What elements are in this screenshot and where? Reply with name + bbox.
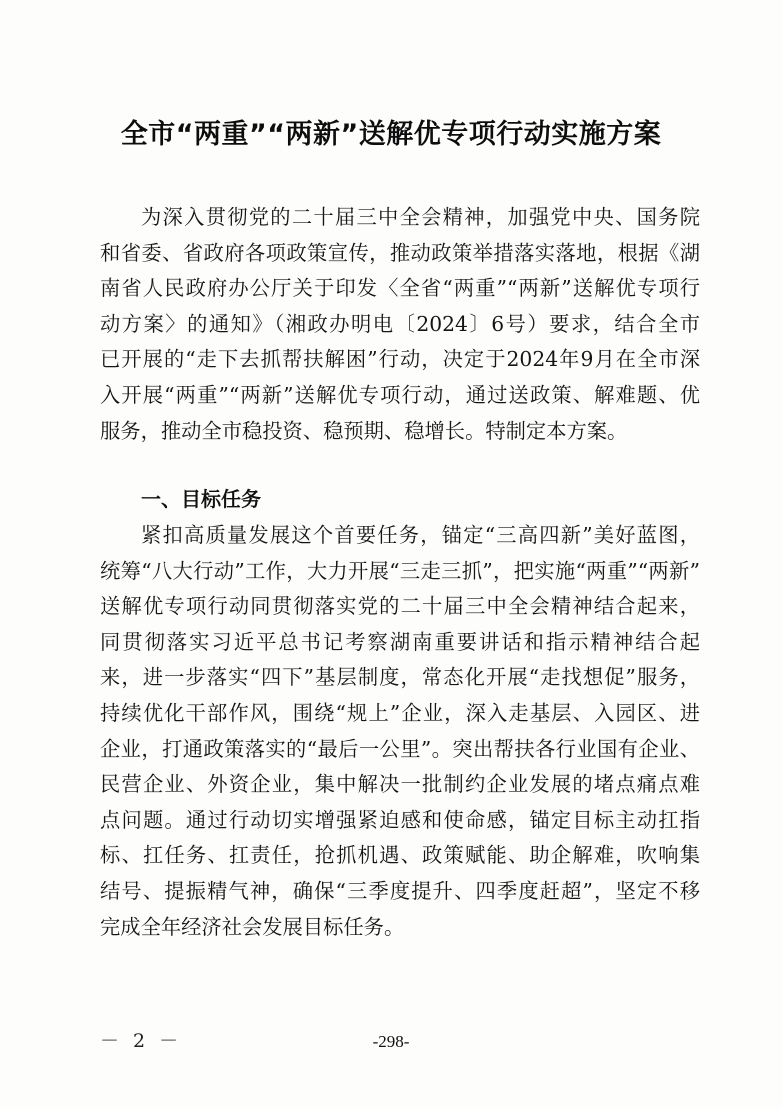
paragraph-line: 来，进一步落实“四下”基层制度，常态化开展“走找想促”服务， xyxy=(100,665,700,690)
page-number-left: － 2 － xyxy=(100,1030,183,1052)
paragraph-line: 为深入贯彻党的二十届三中全会精神，加强党中央、国务院 xyxy=(141,205,700,229)
paragraph-line: 结号、提振精气神，确保“三季度提升、四季度赶超”，坚定不移 xyxy=(100,878,700,903)
section-heading-goals: 一、目标任务 xyxy=(141,487,261,511)
paragraph-line: 统筹“八大行动”工作，大力开展“三走三抓”，把实施“两重”“两新” xyxy=(100,558,700,583)
paragraph-line: 动方案〉的通知》（湘政办明电〔2024〕6号）要求，结合全市 xyxy=(100,311,700,336)
paragraph-line: 同贯彻落实习近平总书记考察湖南重要讲话和指示精神结合起 xyxy=(100,629,700,654)
paragraph-line: 入开展“两重”“两新”送解优专项行动，通过送政策、解难题、优 xyxy=(100,382,700,407)
paragraph-line: 持续优化干部作风，围绕“规上”企业，深入走基层、入园区、进 xyxy=(100,700,700,725)
paragraph-line: 完成全年经济社会发展目标任务。 xyxy=(100,914,405,939)
paragraph-line: 已开展的“走下去抓帮扶解困”行动，决定于2024年9月在全市深 xyxy=(100,347,700,372)
paragraph-intro xyxy=(100,200,700,449)
paragraph-line: 企业，打通政策落实的“最后一公里”。突出帮扶各行业国有企业、 xyxy=(100,736,700,761)
paragraph-line: 标、扛任务、扛责任，抢抓机遇、政策赋能、助企解难，吹响集 xyxy=(100,843,700,868)
paragraph-goals xyxy=(100,518,700,945)
document-title: 全市“两重”“两新”送解优专项行动实施方案 xyxy=(120,119,662,150)
paragraph-line: 民营企业、外资企业，集中解决一批制约企业发展的堵点痛点难 xyxy=(100,772,700,797)
paragraph-line: 紧扣高质量发展这个首要任务，锚定“三高四新”美好蓝图， xyxy=(141,523,700,547)
paragraph-line: 送解优专项行动同贯彻落实党的二十届三中全会精神结合起来， xyxy=(100,594,700,619)
paragraph-line: 和省委、省政府各项政策宣传，推动政策举措落实落地，根据《湖 xyxy=(100,240,700,265)
paragraph-line: 南省人民政府办公厅关于印发〈全省“两重”“两新”送解优专项行 xyxy=(100,276,700,301)
paragraph-line: 点问题。通过行动切实增强紧迫感和使命感，锚定目标主动扛指 xyxy=(100,807,700,832)
page-number-center: -298- xyxy=(372,1032,410,1051)
paragraph-line: 服务，推动全市稳投资、稳预期、稳增长。特制定本方案。 xyxy=(100,418,628,443)
